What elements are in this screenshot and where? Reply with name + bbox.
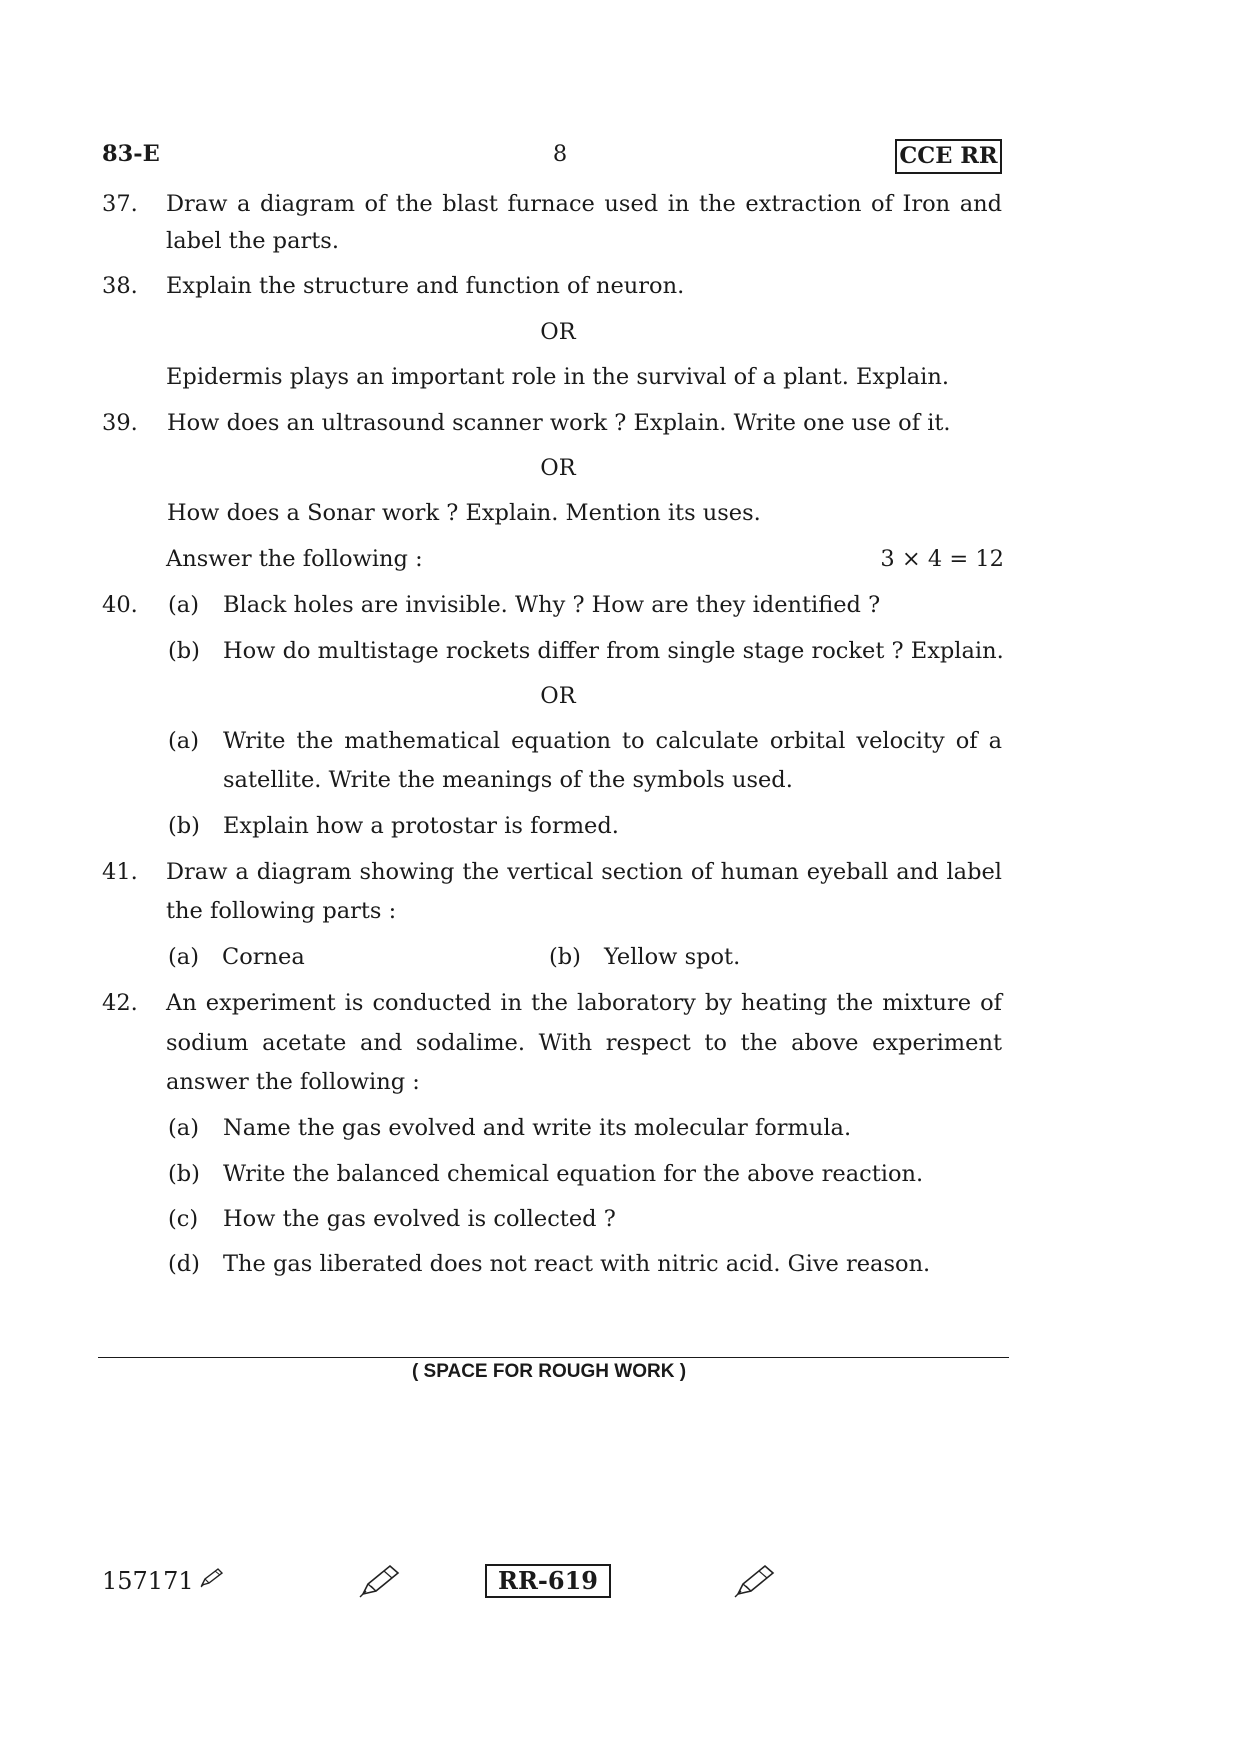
q40-alt-a-label: (a) bbox=[168, 728, 199, 754]
q37-number: 37. bbox=[102, 191, 138, 217]
section-instruction: Answer the following : bbox=[166, 546, 423, 572]
q40-alt-a-line1: Write the mathematical equation to calculate orbital velocity of a bbox=[223, 728, 1002, 754]
paper-code: 83-E bbox=[102, 141, 160, 167]
q41-line2: the following parts : bbox=[166, 898, 397, 924]
q39-text: How does an ultrasound scanner work ? Explain. Write one use of it. bbox=[167, 410, 951, 436]
q40-alt-b-text: Explain how a protostar is formed. bbox=[223, 813, 619, 839]
q40-a-text: Black holes are invisible. Why ? How are they identified ? bbox=[223, 592, 881, 618]
pen-icon-left bbox=[358, 1562, 402, 1598]
q37-line2: label the parts. bbox=[166, 228, 339, 254]
q41-b-text: Yellow spot. bbox=[604, 944, 741, 970]
q40-b-text: How do multistage rockets differ from single stage rocket ? Explain. bbox=[223, 638, 1004, 664]
q41-b-label: (b) bbox=[549, 944, 581, 970]
q42-number: 42. bbox=[102, 990, 138, 1016]
footer-serial: 157171 bbox=[102, 1567, 194, 1595]
q41-a-label: (a) bbox=[168, 944, 199, 970]
q41-line1: Draw a diagram showing the vertical section of human eyeball and label bbox=[166, 859, 1002, 885]
q42-d-label: (d) bbox=[168, 1251, 200, 1277]
q40-b-label: (b) bbox=[168, 638, 200, 664]
q41-number: 41. bbox=[102, 859, 138, 885]
q42-b-label: (b) bbox=[168, 1161, 200, 1187]
q42-a-text: Name the gas evolved and write its molecular formula. bbox=[223, 1115, 852, 1141]
rough-work-rule bbox=[98, 1357, 1009, 1358]
q42-line3: answer the following : bbox=[166, 1069, 420, 1095]
q39-alt: How does a Sonar work ? Explain. Mention its uses. bbox=[167, 500, 761, 526]
q40-alt-a-line2: satellite. Write the meanings of the symbols used. bbox=[223, 767, 793, 793]
q38-number: 38. bbox=[102, 273, 138, 299]
q42-line1: An experiment is conducted in the laboratory by heating the mixture of bbox=[166, 990, 1002, 1016]
q37-line1: Draw a diagram of the blast furnace used in the extraction of Iron and bbox=[166, 191, 1002, 217]
q38-or: OR bbox=[540, 319, 576, 345]
q42-b-text: Write the balanced chemical equation for the above reaction. bbox=[223, 1161, 924, 1187]
pen-icon-right bbox=[733, 1562, 777, 1598]
q41-a-text: Cornea bbox=[222, 944, 305, 970]
page-number: 8 bbox=[552, 141, 568, 167]
footer-code-box: RR-619 bbox=[485, 1564, 611, 1598]
q39-number: 39. bbox=[102, 410, 138, 436]
q42-d-text: The gas liberated does not react with nitric acid. Give reason. bbox=[223, 1251, 931, 1277]
q40-number: 40. bbox=[102, 592, 138, 618]
q42-c-label: (c) bbox=[168, 1206, 199, 1232]
q42-line2: sodium acetate and sodalime. With respect to the above experiment bbox=[166, 1030, 1002, 1056]
rough-work-label: ( SPACE FOR ROUGH WORK ) bbox=[411, 1361, 687, 1382]
q38-text: Explain the structure and function of neuron. bbox=[166, 273, 685, 299]
q42-a-label: (a) bbox=[168, 1115, 199, 1141]
q42-c-text: How the gas evolved is collected ? bbox=[223, 1206, 616, 1232]
series-box: CCE RR bbox=[895, 139, 1002, 174]
q40-alt-b-label: (b) bbox=[168, 813, 200, 839]
pen-icon-small bbox=[199, 1566, 225, 1588]
q40-or: OR bbox=[540, 683, 576, 709]
section-marks: 3 × 4 = 12 bbox=[880, 546, 1004, 572]
q39-or: OR bbox=[540, 455, 576, 481]
q40-a-label: (a) bbox=[168, 592, 199, 618]
q38-alt: Epidermis plays an important role in the survival of a plant. Explain. bbox=[166, 364, 949, 390]
